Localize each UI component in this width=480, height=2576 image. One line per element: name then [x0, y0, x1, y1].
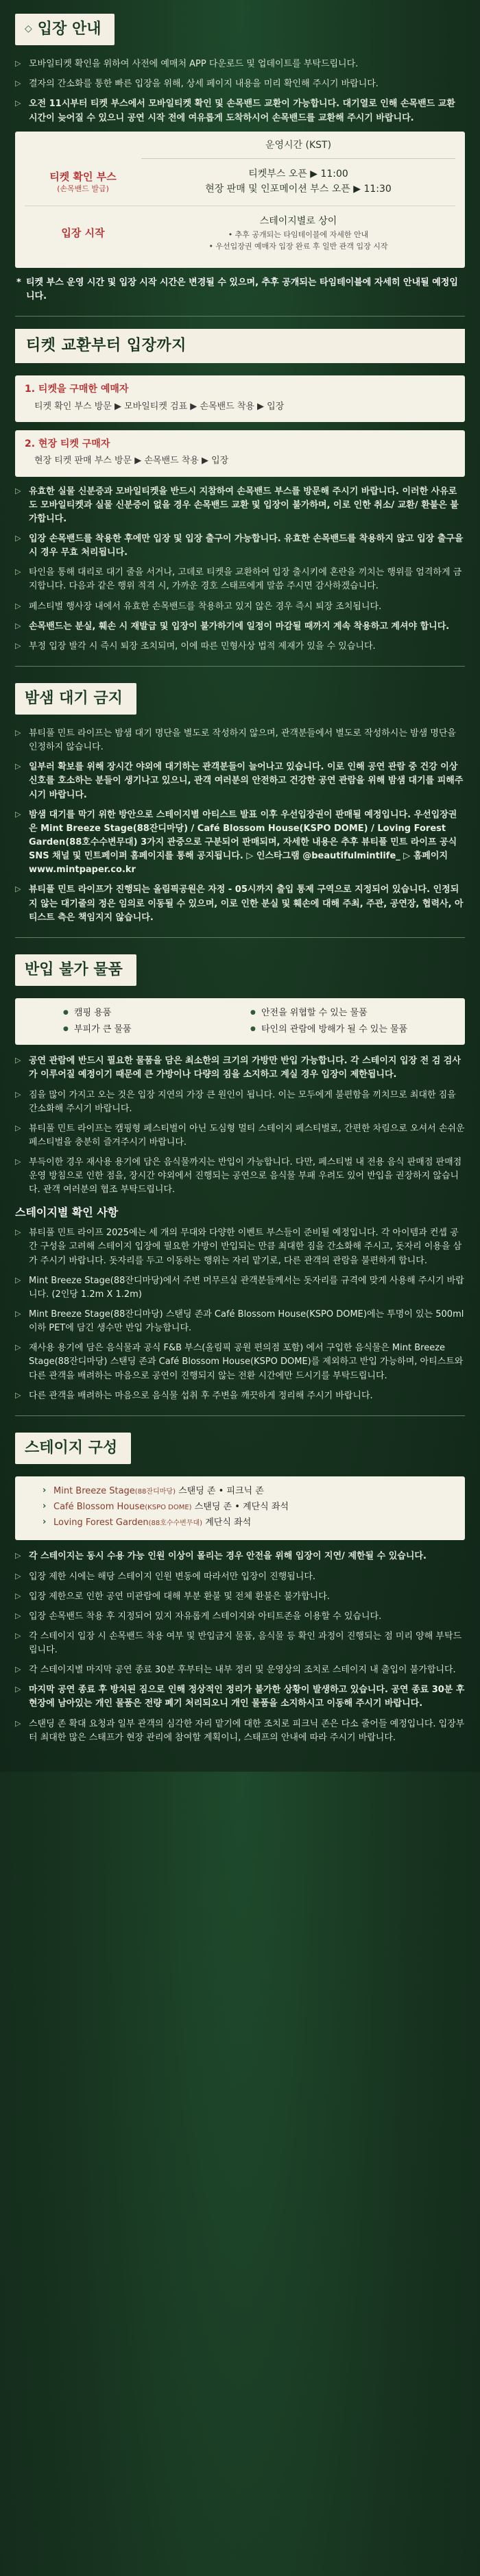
runtime-value [141, 214, 455, 253]
divider [15, 666, 465, 667]
list-item: ▷ 입장 제한으로 인한 공연 미관람에 대해 부분 환불 및 전체 환불은 불가합니다. [15, 1590, 465, 1604]
prohibited-item: ● 타인의 관람에 방해가 될 수 있는 물품 [250, 1023, 424, 1037]
stage-item [26, 1500, 454, 1514]
runtime-line: • 추후 공개되는 타임테이블에 자세한 안내 [228, 230, 369, 240]
queue-bullets [15, 727, 465, 925]
runtime-note: * 티켓 부스 운영 시간 및 입장 시작 시간은 변경될 수 있으며, 추후 공개되는 타임테이블에 자세히 안내될 예정입니다. [15, 276, 465, 304]
list-item: ▷ 밤샘 대기를 막기 위한 방안으로 스테이지별 아티스트 발표 이후 우선입장권이 판매될 예정입니다. 우선입장권은 Mint Breeze Stage(88잔디마당) / Café Blossom House(KSPO DOME) / Loving Forest Garden(88호수수변무대) 3가지 관중으로 구분되어 판매되며, 자세한 내용은 추후 뷰티풀 민트 라이프 공식 SNS 채널 및 민트페이퍼 홈페이지를 통해 공지됩니다. ▷ 인스타그램 @beautifulmintlife_ ▷ 홈페이지 www.mintpaper.co.kr [15, 808, 465, 878]
list-item: ▷ 타인을 통해 대리로 대기 줄을 서거나, 고데로 티켓을 교환하여 입장 출시키에 혼란을 끼치는 행위를 엄격하게 금지합니다. 다음과 같은 행위 적격 시, 가까운 경호 스태프에게 말씀 주시면 감사하겠습니다. [15, 566, 465, 593]
stage-list [15, 1476, 465, 1540]
stage-note: (88호수수변무대) [148, 1520, 203, 1528]
list-item: ▷ Mint Breeze Stage(88잔디마당)에서 주변 머무르실 관객분들께서는 돗자리를 규격에 맞게 사용해 주시기 바랍니다. (2인당 1.2m X 1.2m) [15, 1274, 465, 1302]
list-item: ▷ 입장 제한 시에는 해당 스테이지 인원 변동에 따라서만 입장이 진행됩니다. [15, 1570, 465, 1584]
runtime-title: 운영시간 (KST) [141, 138, 455, 160]
divider [15, 1415, 465, 1416]
list-item: ▷ 뷰티풀 민트 라이프가 진행되는 올림픽공원은 자정 - 05시까지 출입 통제 구역으로 지정되어 있습니다. 인정되지 않는 대기줄의 정은 임의로 이동될 수 있으며, 이로 인한 분실 및 훼손에 대해 주최, 주관, 공연장, 협력사, 아티스트 측은 책임지지 않습니다. [15, 883, 465, 924]
list-item: ▷ 결자의 간소화를 통한 빠른 입장을 위해, 상세 페이지 내용을 미리 확인해 주시기 바랍니다. [15, 77, 465, 91]
list-item: ▷ 마지막 공연 종료 후 방치된 짐으로 인해 정상적인 정리가 불가한 상황이 발생하고 있습니다. 공연 종료 30분 후 현장에 남아있는 개인 물품은 전량 폐기 처리되오니 개인 물품을 소지하시고 이동해 주시기 바랍니다. [15, 1683, 465, 1711]
list-item: ▷ 입장 손목밴드를 착용한 후에만 입장 및 입장 출구이 가능합니다. 유효한 손목밴드를 착용하지 않고 입장 출구을 시 경우 무효 처리됩니다. [15, 532, 465, 560]
stage-check-title: 스테이지별 확인 사항 [15, 1205, 119, 1219]
prohibited-bullets [15, 1054, 465, 1197]
prohibited-item: ● 캠핑 용품 [63, 1006, 237, 1020]
section-header-entry [15, 14, 115, 45]
diamond-icon: ◇ [25, 23, 32, 35]
stage-check-bullets [15, 1226, 465, 1403]
list-item: ▷ 뷰티풀 민트 라이프는 밤샘 대기 명단을 별도로 작성하지 않으며, 관객분들에서 별도로 작성하시는 밤샘 명단을 인정하지 않습니다. [15, 727, 465, 754]
runtime-label-note: (손목밴드 발급) [57, 184, 109, 193]
runtime-label [25, 227, 141, 240]
section-header-stages [15, 1433, 131, 1464]
runtime-label-text: 티켓 확인 부스 [49, 171, 117, 184]
list-item: ▷ 공연 관람에 반드시 필요한 물품을 담은 최소한의 크기의 가방만 반입 가능합니다. 각 스테이지 입장 전 검 검사가 이루어질 예정이기 때문에 큰 가방이나 다량의 짐을 소지하고 계실 경우 입장이 제한됩니다. [15, 1054, 465, 1082]
prohibited-item: ● 안전을 위협할 수 있는 물품 [250, 1006, 424, 1020]
stages-bullets [15, 1550, 465, 1745]
stage-note: (88잔디마당) [134, 1487, 176, 1496]
section-header-queue [15, 683, 136, 715]
list-item: ▷ 다른 관객을 배려하는 마음으로 음식물 섭취 후 주변을 깨끗하게 정리해 주시기 바랍니다. [15, 1389, 465, 1403]
list-item: ▷ 각 스테이지는 동시 수용 가능 인원 이상이 몰리는 경우 안전을 위해 입장이 지연/ 제한될 수 있습니다. [15, 1550, 465, 1563]
list-item: ▷ 부정 입장 발각 시 즉시 퇴장 조치되며, 이에 따른 민형사상 법적 제재가 있을 수 있습니다. [15, 640, 465, 654]
runtime-line: 스테이지별로 상이 [259, 215, 337, 227]
section-title: 반입 불가 물품 [25, 961, 123, 978]
divider [15, 937, 465, 938]
prohibited-item: ● 부피가 큰 물품 [63, 1023, 237, 1037]
stage-desc: 스탠딩 존 • 피크닉 존 [178, 1485, 264, 1496]
stage-item [26, 1516, 454, 1530]
step-text: 현장 티켓 판매 부스 방문 ▶ 손목밴드 착용 ▶ 입장 [34, 456, 229, 467]
stage-desc: 스탠딩 존 • 계단식 좌석 [194, 1502, 289, 1513]
step-title: 1. 티켓을 구매한 예매자 [25, 383, 129, 395]
prohibited-items [15, 998, 465, 1045]
section-header-prohibited [15, 954, 136, 986]
list-item: ▷ 부득이한 경우 재사용 용기에 담은 음식물까지는 반입이 가능합니다. 다만, 페스티벌 내 전용 음식 판매점 판매점 운영 방침으로 인한 점을, 장시간 야외에서 진행되는 공연으로 음식물 부패 우려도 있어 반입을 권장하지 않습니다. 관객 여러분의 협조 부탁드립니다. [15, 1156, 465, 1197]
list-item: ▷ 스탠딩 존 확대 요청과 일부 관객의 심각한 자리 맡기에 대한 조치로 피크닉 존은 다소 줄어들 예정입니다. 입장부터 최대한 많은 스태프가 현장 관리에 참여할 계획이니, 스태프의 안내에 따라 주시기 바랍니다. [15, 1718, 465, 1745]
entry-bullets [15, 58, 465, 125]
runtime-label [25, 171, 141, 194]
list-item: ▷ 뷰티풀 민트 라이프는 캠핑형 페스티벌이 아닌 도심형 멀티 스테이지 페스티벌로, 간편한 차림으로 오셔서 손쉬운 페스티벌을 충분히 즐겨주시기 바랍니다. [15, 1122, 465, 1150]
list-item: ▷ 모바일티켓 확인을 위하여 사전에 예매처 APP 다운로드 및 업데이트를 부탁드립니다. [15, 58, 465, 71]
stage-item [26, 1485, 454, 1498]
stage-name: Café Blossom House [53, 1502, 145, 1513]
section-title: 입장 안내 [37, 21, 101, 38]
list-item: ▷ 페스티벌 행사장 내에서 유효한 손목밴드를 착용하고 있지 않은 경우 즉시 퇴장 조치됩니다. [15, 600, 465, 614]
runtime-label-text: 입장 시작 [61, 226, 105, 239]
list-item: ▷ Mint Breeze Stage(88잔디마당) 스탠딩 존과 Café Blossom House(KSPO DOME)에는 투명이 있는 500ml 이하 PET에 담긴 생수만 반입 가능합니다. [15, 1308, 465, 1335]
runtime-row [25, 206, 455, 261]
runtime-line: 티켓부스 오픈 ▶ 11:00 [248, 169, 348, 180]
step-box [15, 375, 465, 422]
runtime-row [25, 159, 455, 206]
list-item: ▷ 재사용 용기에 담은 음식물과 공식 F&B 부스(올림픽 공원 편의점 포함) 에서 구입한 음식물은 Mint Breeze Stage(88잔디마당) 스탠딩 존과 Café Blossom House(KSPO DOME)를 제외하고 반입 가능하며, 아티스트와 다른 관객을 배려하는 마음으로 공연이 진행되지 않는 전환 시간에만 드시기를 부탁드립니다. [15, 1341, 465, 1383]
divider [15, 316, 465, 317]
list-item: ▷ 오전 11시부터 티켓 부스에서 모바일티켓 확인 및 손목밴드 교환이 가능합니다. 대기열로 인해 손목밴드 교환 시간이 늦어질 수 있으니 공연 시작 전에 여유롭게 도착하시어 손목밴드를 교환해 주시기 바랍니다. [15, 97, 465, 125]
list-item: ▷ 각 스테이지 입장 시 손목밴드 착용 여부 및 반입금지 물품, 음식물 등 확인 과정이 진행되는 점 미리 양해 부탁드립니다. [15, 1630, 465, 1657]
list-item: ▷ 짐을 많이 가지고 오는 것은 입장 지연의 가장 큰 원인이 됩니다. 이는 모두에게 불편함을 끼치므로 최대한 짐을 간소화해 주시기 바랍니다. [15, 1089, 465, 1116]
list-item: ▷ 유효한 실물 신분증과 모바일티켓을 반드시 지참하여 손목밴드 부스를 방문해 주시기 바랍니다. 이러한 사유로도 모바일티켓과 실물 신분증이 없을 경우 손목밴드 교환 및 입장이 불가하며, 이로 인한 취소/ 교환/ 환불은 불가합니다. [15, 485, 465, 526]
section-banner-exchange: 티켓 교환부터 입장까지 [15, 329, 465, 363]
stage-name: Loving Forest Garden [53, 1518, 149, 1528]
list-item: ▷ 각 스테이지별 마지막 공연 종료 30분 후부터는 내부 정리 및 운영상의 조치로 스테이지 내 출입이 불가합니다. [15, 1663, 465, 1677]
section-title: 밤샘 대기 금지 [25, 689, 123, 707]
runtime-table [15, 132, 465, 268]
list-item: ▷ 일부러 확보를 위해 장시간 야외에 대기하는 관객분들이 늘어나고 있습니다. 이로 인해 공연 관람 중 건강 이상 신호를 호소하는 분들이 생기나고 있으니, 관객 여러분의 안전하고 건강한 공연 관람을 위해 밤샘 대기를 피해주시기 바랍니다. [15, 760, 465, 802]
runtime-value [141, 167, 455, 197]
exchange-bullets [15, 485, 465, 654]
step-title: 2. 현장 티켓 구매자 [25, 438, 110, 449]
runtime-line: 현장 판매 및 인포메이션 부스 오픈 ▶ 11:30 [205, 184, 392, 195]
stage-desc: 계단식 좌석 [205, 1518, 252, 1528]
stage-note: (KSPO DOME) [145, 1504, 192, 1512]
list-item: ▷ 손목밴드는 분실, 훼손 시 재발급 및 입장이 불가하기에 일정이 마감될 때까지 계속 착용하고 계셔야 합니다. [15, 620, 465, 634]
step-text: 티켓 확인 부스 방문 ▶ 모바일티켓 검표 ▶ 손목밴드 착용 ▶ 입장 [34, 401, 285, 412]
list-item: ▷ 입장 손목밴드 착용 후 지정되어 있지 자유롭게 스테이지와 아티트존을 이용할 수 있습니다. [15, 1610, 465, 1624]
list-item: ▷ 뷰티풀 민트 라이프 2025에는 세 개의 무대와 다양한 이벤트 부스들이 준비될 예정입니다. 각 아이템과 컨셉 공간 구성을 고려해 스테이지 입장에 필요한 가방이 반입되는 만큼 최대한 짐을 간소화해 주시고, 돗자리 이용을 삼가 주시기 바랍니다. 돗자리를 두고 이동하는 행위는 자리 맡기로, 다른 관객의 관람을 불편하게 합니다. [15, 1226, 465, 1267]
section-title: 스테이지 구성 [25, 1439, 118, 1457]
runtime-line: • 우선입장권 예매자 입장 완료 후 일반 관객 입장 시작 [208, 242, 388, 251]
step-box [15, 430, 465, 477]
stage-name: Mint Breeze Stage [53, 1485, 135, 1496]
